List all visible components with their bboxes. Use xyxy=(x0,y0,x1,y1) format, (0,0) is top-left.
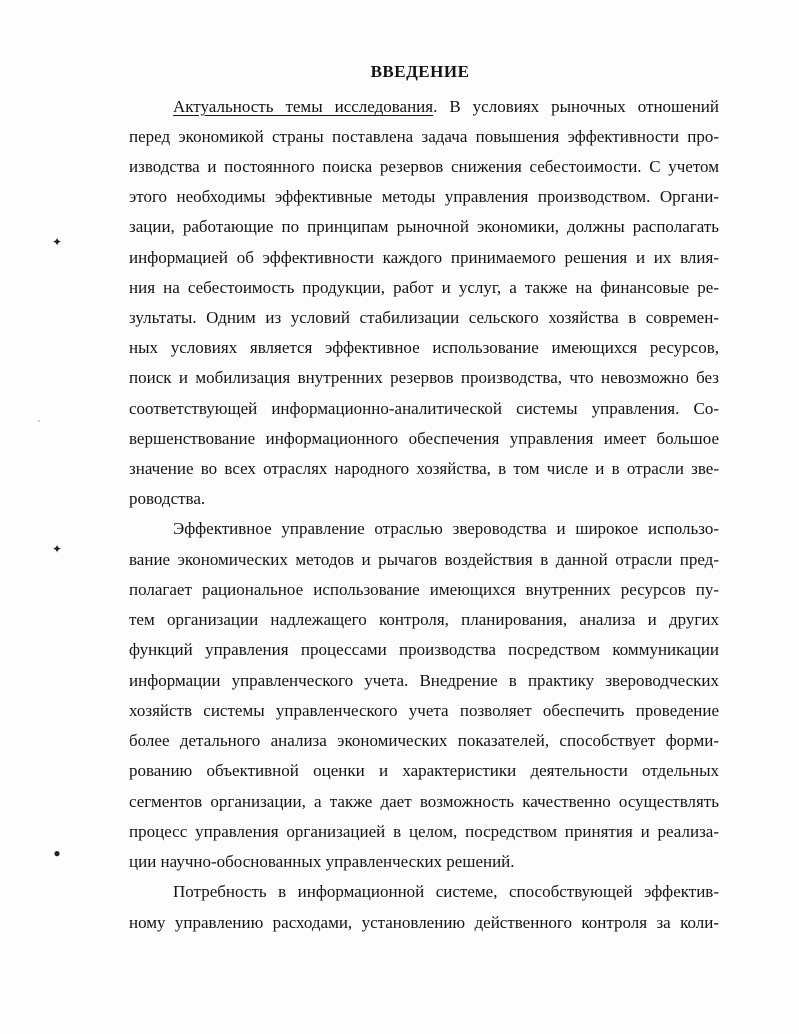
paragraph-1-line-12: вершенствование информационного обеспечения управления имеет большое xyxy=(129,429,719,448)
paragraph-2-line-5: функций управления процессами производства посредством коммуникации xyxy=(129,640,719,659)
paragraph-3-line-1: Потребность в информационной системе, способствующей эффектив- xyxy=(173,882,719,901)
binding-mark-icon: ✦ xyxy=(52,542,63,556)
paragraph-1-line-6: информацией об эффективности каждого принимаемого решения и их влия- xyxy=(129,248,719,267)
paragraph-2-line-3: полагает рациональное использование имеющихся внутренних ресурсов пу- xyxy=(129,580,719,599)
paragraph-2-line-8: более детального анализа экономических показателей, способствует форми- xyxy=(129,731,719,750)
lead-phrase: Актуальность темы исследования xyxy=(173,97,434,116)
paragraph-1-line-2: перед экономикой страны поставлена задача повышения эффективности про- xyxy=(129,127,719,146)
paragraph-1-line-7: ния на себестоимость продукции, работ и услуг, а также на финансовые ре- xyxy=(129,278,719,297)
paragraph-1-line-13: значение во всех отраслях народного хозяйства, в том числе и в отрасли зве- xyxy=(129,459,719,478)
binding-mark-icon: ● xyxy=(53,846,61,860)
paragraph-3-line-2: ному управлению расходами, установлению действенного контроля за коли- xyxy=(129,913,719,932)
paragraph-1-line-11: соответствующей информационно-аналитической системы управления. Со- xyxy=(129,399,719,418)
paragraph-1-line-8: зультаты. Одним из условий стабилизации сельского хозяйства в современ- xyxy=(129,308,719,327)
paragraph-1-line-10: поиск и мобилизация внутренних резервов производства, что невозможно без xyxy=(129,368,719,387)
paragraph-1-line-3: изводства и постоянного поиска резервов снижения себестоимости. С учетом xyxy=(129,157,719,176)
paragraph-2-line-2: вание экономических методов и рычагов воздействия в данной отрасли пред- xyxy=(129,550,719,569)
paragraph-2-line-7: хозяйств системы управленческого учета позволяет обеспечить проведение xyxy=(129,701,719,720)
paragraph-1-line-1 xyxy=(173,92,719,122)
paragraph-2-line-12: ции научно-обоснованных управленческих решений. xyxy=(129,852,515,871)
scan-speck xyxy=(38,420,40,422)
paragraph-1-line-14: роводства. xyxy=(129,489,206,508)
paragraph-2-line-10: сегментов организации, а также дает возможность качественно осуществлять xyxy=(129,792,719,811)
paragraph-1-line-5: зации, работающие по принципам рыночной экономики, должны располагать xyxy=(129,217,719,236)
paragraph-2-line-4: тем организации надлежащего контроля, планирования, анализа и других xyxy=(129,610,719,629)
paragraph-2-line-11: процесс управления организацией в целом, посредством принятия и реализа- xyxy=(129,822,719,841)
paragraph-1-line-9: ных условиях является эффективное использование имеющихся ресурсов, xyxy=(129,338,719,357)
paragraph-2-line-6: информации управленческого учета. Внедрение в практику звероводческих xyxy=(129,671,719,690)
paragraph-2-line-9: рованию объективной оценки и характеристики деятельности отдельных xyxy=(129,761,719,780)
binding-mark-icon: ✦ xyxy=(52,235,63,249)
paragraph-2-line-1: Эффективное управление отраслью звероводства и широкое использо- xyxy=(173,519,719,538)
paragraph-1-line-1-text: . В условиях рыночных отношений xyxy=(433,97,719,116)
paragraph-1-line-4: этого необходимы эффективные методы управления производством. Органи- xyxy=(129,187,719,206)
document-heading: ВВЕДЕНИЕ xyxy=(370,62,470,81)
